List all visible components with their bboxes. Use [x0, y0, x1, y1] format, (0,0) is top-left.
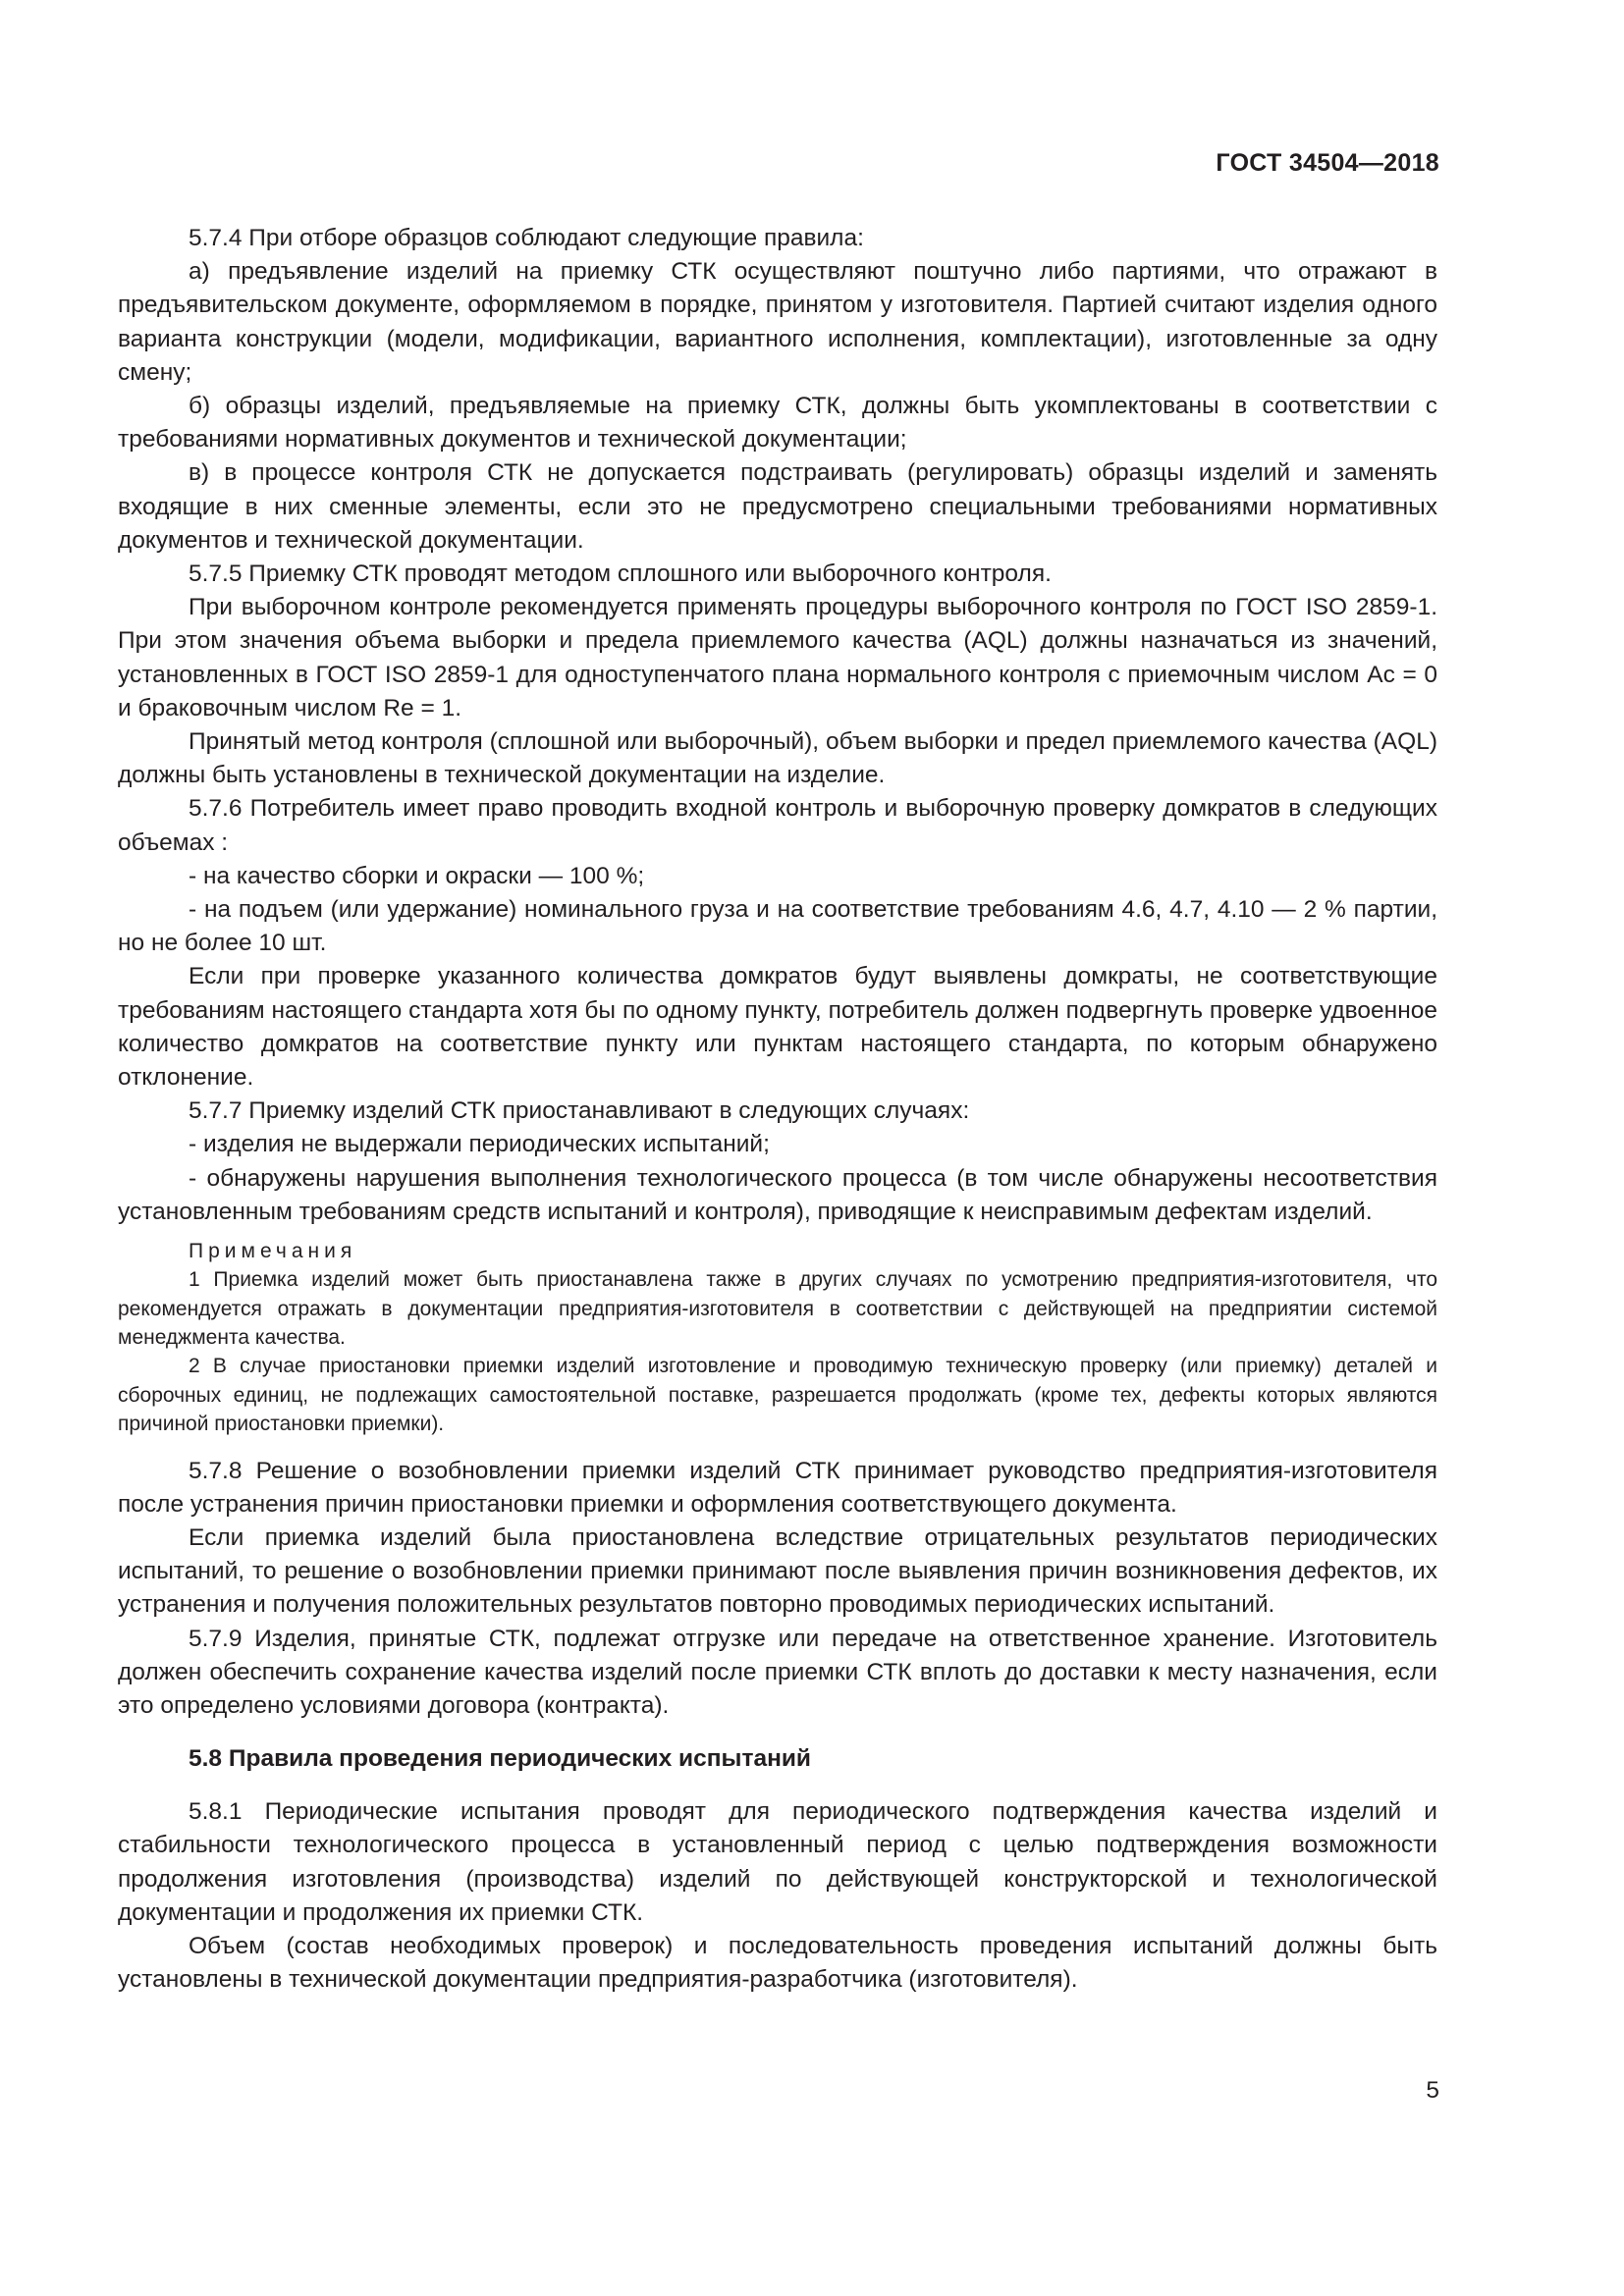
paragraph-inspection-result: Если при проверке указанного количества домкратов будут выявлены домкраты, не соответствующие требованиям настоящего стандарта хотя бы по одному пункту, потребитель должен подвергнуть проверке удвоенное количество домкратов на соответствие пункту или пунктам настоящего стандарта, по которым обнаружено отклонение. — [118, 963, 1437, 1092]
paragraph-5-7-7: 5.7.7 Приемку изделий СТК приостанавливают в следующих случаях: — [189, 1097, 970, 1125]
note-2: 2 В случае приостановки приемки изделий изготовление и проводимую техническую проверку (или приемку) деталей и сборочных единиц, не подлежащих самостоятельной поставке, разрешается продолжать (кроме тех, дефекты которых являются причиной приостановки приемки). — [118, 1355, 1437, 1436]
paragraph-sampling-control: При выборочном контроле рекомендуется применять процедуры выборочного контроля по ГОСТ ISO 2859-1. При этом значения объема выборки и предела приемлемого качества (AQL) должны назначаться из значений, установленных в ГОСТ ISO 2859-1 для одноступенчатого плана нормального контроля с приемочным числом Ac = 0 и браковочным числом Re = 1. — [118, 594, 1437, 721]
dash-item-assembly: - на качество сборки и окраски — 100 %; — [189, 862, 645, 889]
paragraph-5-7-6: 5.7.6 Потребитель имеет право проводить входной контроль и выборочную проверку домкратов в следующих объемах : — [118, 795, 1437, 856]
dash-item-process-violations: - обнаружены нарушения выполнения технологического процесса (в том числе обнаружены несоответствия установленным требованиям средств испытаний и контроля), приводящие к неисправимым дефектам изделий. — [118, 1164, 1437, 1225]
paragraph-5-7-4: 5.7.4 При отборе образцов соблюдают следующие правила: — [189, 225, 864, 251]
paragraph-5-8-1: 5.8.1 Периодические испытания проводят для периодического подтверждения качества изделий и стабильности технологического процесса в установленный период с целью подтверждения возможности продолжения изготовления (производства) изделий по действующей конструкторской и технологической документации и продолжения их приемки СТК. — [118, 1798, 1437, 1926]
paragraph-control-method: Принятый метод контроля (сплошной или выборочный), объем выборки и предел приемлемого качества (AQL) должны быть установлены в технической документации на изделие. — [118, 728, 1437, 789]
list-item-a: а) предъявление изделий на приемку СТК осуществляют поштучно либо партиями, что отражают в предъявительском документе, оформляемом в порядке, принятом у изготовителя. Партией считают изделия одного варианта конструкции (модели, модификации, вариантного исполнения, комплектации), изготовленные за одну смену; — [118, 258, 1437, 386]
notes-label: Примечания — [189, 1240, 357, 1263]
list-item-b: б) образцы изделий, предъявляемые на приемку СТК, должны быть укомплектованы в соответствии с требованиями нормативных документов и технической документации; — [118, 393, 1437, 454]
paragraph-5-7-8: 5.7.8 Решение о возобновлении приемки изделий СТК принимает руководство предприятия-изготовителя после устранения причин приостановки приемки и оформления соответствующего документа. — [118, 1457, 1437, 1518]
paragraph-resume-acceptance: Если приемка изделий была приостановлена вследствие отрицательных результатов периодических испытаний, то решение о возобновлении приемки принимают после выявления причин возникновения дефектов, их устранения и получения положительных результатов повторно проводимых периодических испытаний. — [118, 1523, 1437, 1619]
paragraph-5-7-9: 5.7.9 Изделия, принятые СТК, подлежат отгрузке или передаче на ответственное хранение. Изготовитель должен обеспечить сохранение качества изделий после приемки СТК вплоть до доставки к месту назначения, если это определено условиями договора (контракта). — [118, 1625, 1437, 1719]
dash-item-lifting: - на подъем (или удержание) номинального груза и на соответствие требованиям 4.6, 4.7, 4.10 — 2 % партии, но не более 10 шт. — [118, 896, 1437, 957]
page-content — [118, 222, 1437, 1997]
note-1: 1 Приемка изделий может быть приостанавлена также в других случаях по усмотрению предприятия-изготовителя, что рекомендуется отражать в документации предприятия-изготовителя в соответствии с действующей на предприятии системой менеджмента качества. — [118, 1268, 1437, 1349]
document-header: ГОСТ 34504—2018 — [1216, 149, 1439, 177]
page-number: 5 — [1426, 2077, 1439, 2104]
notes-spacer — [118, 1439, 1437, 1455]
paragraph-test-scope: Объем (состав необходимых проверок) и последовательность проведения испытаний должны быть установлены в технической документации предприятия-разработчика (изготовителя). — [118, 1932, 1437, 1994]
list-item-v: в) в процессе контроля СТК не допускается подстраивать (регулировать) образцы изделий и заменять входящие в них сменные элементы, если это не предусмотрено специальными требованиями нормативных документов и технической документации. — [118, 459, 1437, 554]
section-title-5-8: 5.8 Правила проведения периодических испытаний — [189, 1745, 811, 1773]
dash-item-periodic-tests: - изделия не выдержали периодических испытаний; — [189, 1131, 770, 1158]
paragraph-5-7-5: 5.7.5 Приемку СТК проводят методом сплошного или выборочного контроля. — [189, 561, 1052, 588]
